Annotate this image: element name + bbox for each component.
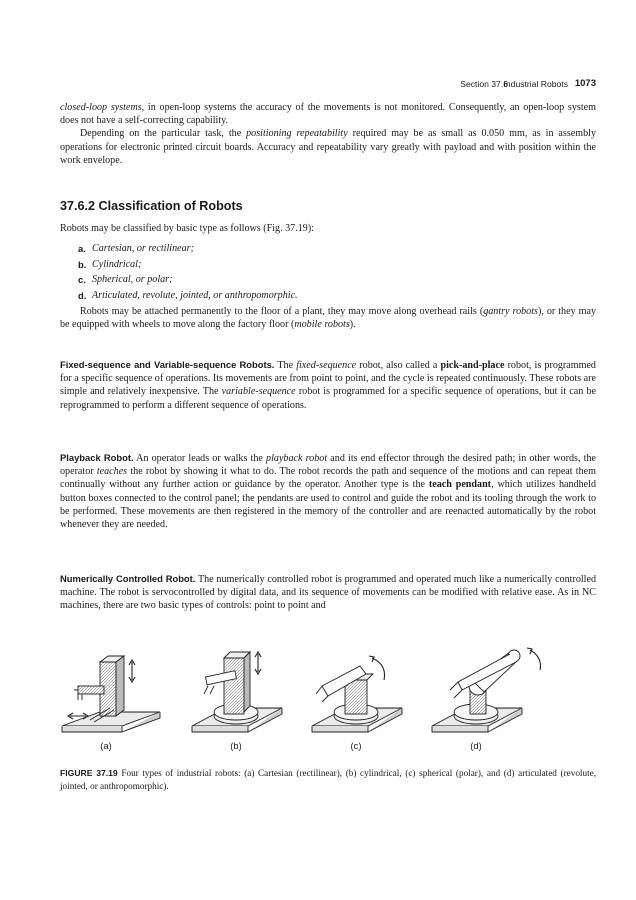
cartesian-robot-drawing: [62, 656, 160, 732]
running-header: [60, 79, 596, 93]
panel-label-c: (c): [350, 740, 362, 751]
intro-paragraph-1: closed-loop systems, in open-loop systems the accuracy of the movements is not monitored. Consequently, an open-loop system does not have a self-correcting capability.: [60, 102, 596, 127]
panel-label-d: (d): [470, 740, 482, 751]
spherical-robot-drawing: [312, 656, 402, 732]
cylindrical-robot-drawing: [192, 652, 282, 732]
caption-id: FIGURE 37.19: [60, 768, 118, 778]
intro-text: [60, 101, 596, 167]
nc-paragraph: Numerically Controlled Robot. The numerically controlled robot is programmed and operated much like a numerically controlled machine. The robot is servocontrolled by digital data, and its sequence of movements can be modified with relative ease. As in NC machines, there are two basic types of controls: point to point and: [60, 573, 596, 612]
section-lead: Robots may be classified by basic type as follows (Fig. 37.19):: [60, 223, 314, 234]
panel-label-b: (b): [230, 740, 242, 751]
articulated-robot-drawing: [432, 648, 541, 732]
fixed-sequence-paragraph: Fixed-sequence and Variable-sequence Robots. The fixed-sequence robot, also called a pick-and-place robot, is programmed for a specific sequence of operations. Its movements are from point to point, and the cycle is repeated continuously. These robots are simple and relatively inexpensive. The variable-sequence robot is programmed for a specific sequence of operations, but it can be reprogrammed to perform a different sequence of operations.: [60, 359, 596, 411]
figure-37-19: [60, 640, 596, 756]
intro-paragraph-2: Depending on the particular task, the positioning repeatability required may be as small as 0.050 mm, as in assembly operations for electronic printed circuit boards. Accuracy and repeatability vary greatly with payload and with position within the work envelope.: [60, 128, 596, 166]
mounting-paragraph: Robots may be attached permanently to the floor of a plant, they may move along overhead rails (gantry robots), or they may be equipped with wheels to move along the factory floor (mobile robots).: [60, 306, 596, 331]
robot-illustrations: [60, 640, 596, 740]
list-item: c. Spherical, or polar;: [78, 274, 173, 285]
header-running-title: Industrial Robots: [503, 79, 568, 89]
caption-text: Four types of industrial robots: (a) Cartesian (rectilinear), (b) cylindrical, (c) spherical (polar), and (d) articulated (revolute, jointed, or anthropomorphic).: [60, 768, 597, 791]
header-section: Section 37.6: [460, 79, 508, 89]
section-heading: 37.6.2 Classification of Robots: [60, 199, 243, 213]
playback-paragraph: Playback Robot. An operator leads or walks the playback robot and its end effector through the desired path; in other words, the operator teaches the robot by showing it what to do. The robot records the path and sequence of the motions and can repeat them continually without any further action or guidance by the operator. Another type is the teach pendant, which utilizes handheld button boxes connected to the control panel; the pendants are used to control and guide the robot and its tooling through the work to be performed. These movements are then registered in the memory of the controller and are reenacted automatically by the robot whenever they are needed.: [60, 452, 596, 531]
list-item: b. Cylindrical;: [78, 258, 142, 270]
panel-label-a: (a): [100, 740, 112, 751]
figure-caption: [60, 767, 596, 792]
robot-type-list: [78, 241, 578, 303]
list-item: d. Articulated, revolute, jointed, or anthropomorphic.: [78, 289, 298, 301]
page-number: 1073: [574, 78, 596, 89]
list-item: a. Cartesian, or rectilinear;: [78, 243, 194, 254]
